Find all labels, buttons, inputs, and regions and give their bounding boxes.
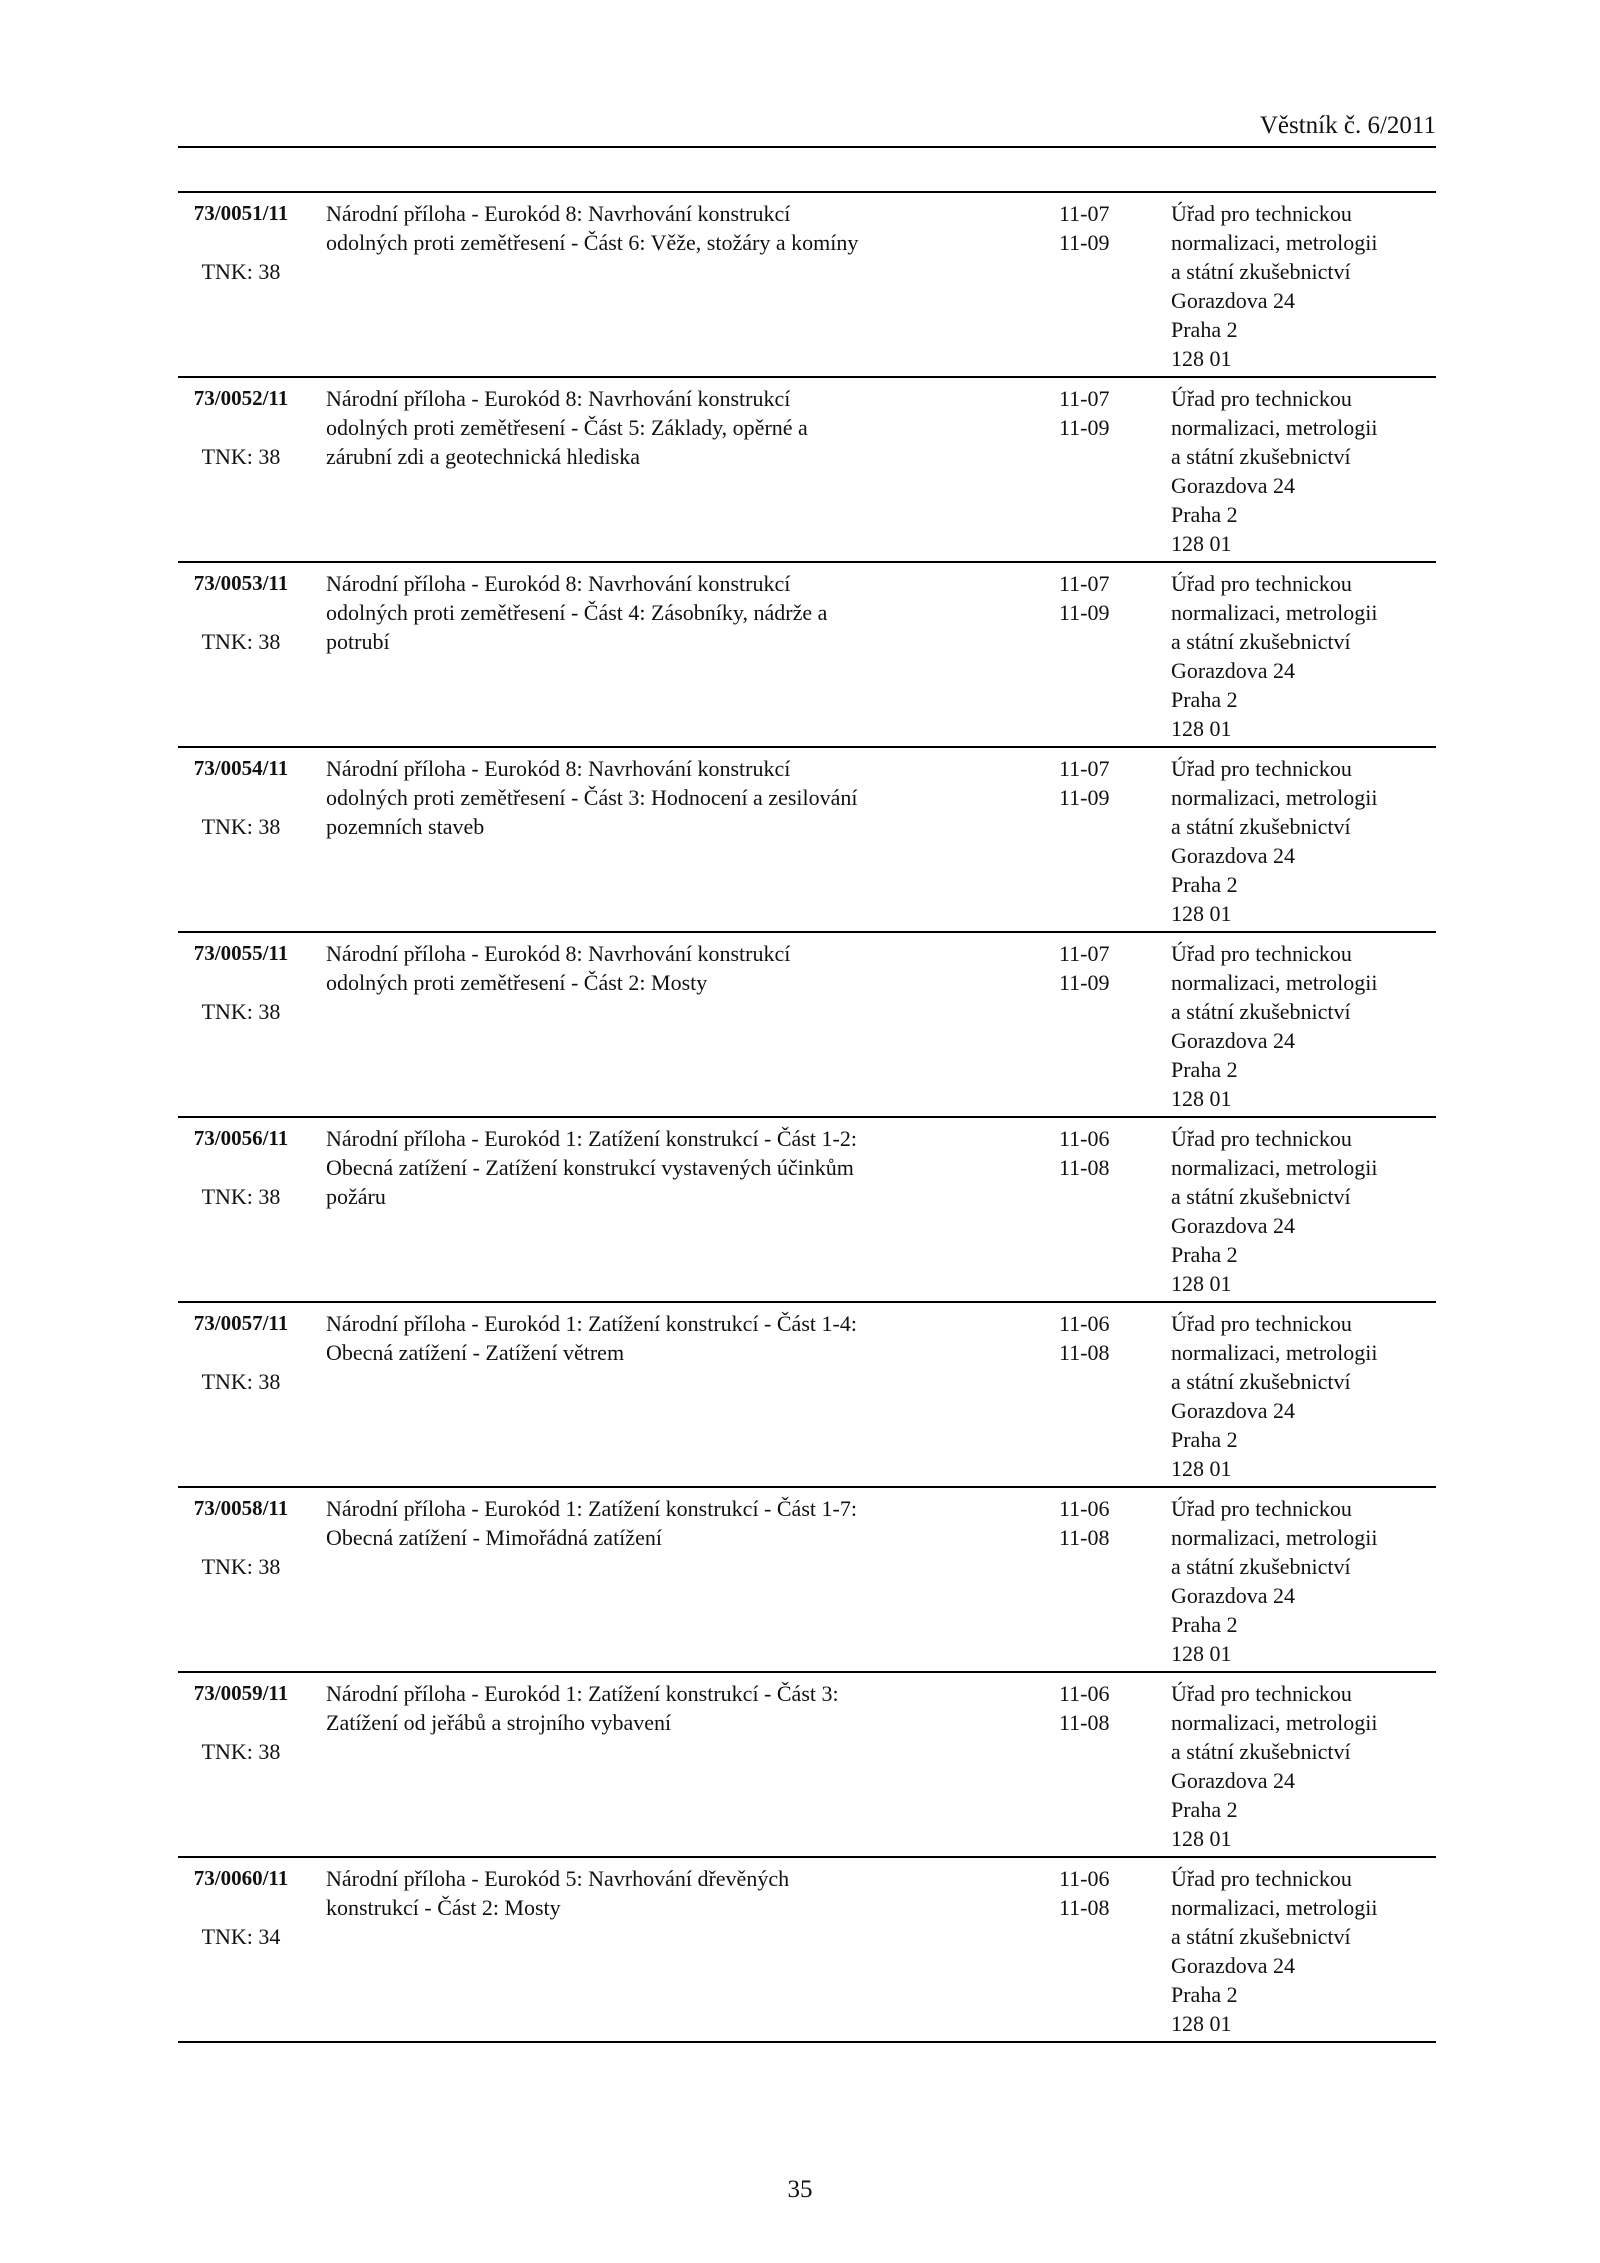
address-cell [1171,1124,1441,1298]
address-line: normalizaci, metrologii [1171,415,1378,440]
date-start: 11-07 [1059,571,1110,596]
code-cell [178,1864,304,1951]
table-row [178,1303,1436,1488]
announcement-table [178,191,1436,2043]
date-start: 11-06 [1059,1681,1110,1706]
table-row [178,1858,1436,2043]
table-row [178,193,1436,378]
date-start: 11-06 [1059,1126,1110,1151]
standard-number: 73/0058/11 [193,1496,289,1520]
address-line: 128 01 [1171,716,1232,741]
standard-title: Národní příloha - Eurokód 8: Navrhování konstrukcí odolných proti zemětřesení - Část 3: Hodnocení a zesilování pozemních staveb [326,756,858,839]
address-line: normalizaci, metrologii [1171,785,1378,810]
address-cell [1171,384,1441,558]
standard-title: Národní příloha - Eurokód 8: Navrhování konstrukcí odolných proti zemětřesení - Část 6: Věže, stožáry a komíny [326,201,859,255]
standard-title: Národní příloha - Eurokód 1: Zatížení konstrukcí - Část 1-4: Obecná zatížení - Zatížení větrem [326,1311,857,1365]
address-line: normalizaci, metrologii [1171,230,1378,255]
standard-title: Národní příloha - Eurokód 1: Zatížení konstrukcí - Část 3: Zatížení od jeřábů a strojního vybavení [326,1681,839,1735]
table-row [178,1488,1436,1673]
standard-number: 73/0057/11 [193,1311,289,1335]
standard-number: 73/0054/11 [193,756,289,780]
address-line: 128 01 [1171,1271,1232,1296]
code-cell [178,199,304,286]
date-end: 11-08 [1059,1895,1110,1920]
page-header [178,110,1436,148]
address-line: Úřad pro technickou [1171,1496,1352,1521]
address-line: normalizaci, metrologii [1171,970,1378,995]
address-line: Gorazdova 24 [1171,1768,1296,1793]
address-line: Gorazdova 24 [1171,1583,1296,1608]
standard-number: 73/0059/11 [193,1681,289,1705]
table-row [178,1673,1436,1858]
address-line: Praha 2 [1171,317,1238,342]
code-cell [178,1679,304,1766]
date-start: 11-06 [1059,1496,1110,1521]
address-cell [1171,1494,1441,1668]
standard-number: 73/0051/11 [193,201,289,225]
dates-cell [1059,384,1139,442]
address-cell [1171,199,1441,373]
address-line: Gorazdova 24 [1171,1213,1296,1238]
date-end: 11-09 [1059,415,1110,440]
address-line: normalizaci, metrologii [1171,1710,1378,1735]
dates-cell [1059,1124,1139,1182]
address-line: a státní zkušebnictví [1171,999,1351,1024]
address-line: a státní zkušebnictví [1171,1369,1351,1394]
standard-title: Národní příloha - Eurokód 1: Zatížení konstrukcí - Část 1-2: Obecná zatížení - Zatížení konstrukcí vystavených účinkům požáru [326,1126,857,1209]
address-line: Gorazdova 24 [1171,473,1296,498]
code-cell [178,1309,304,1396]
address-line: Gorazdova 24 [1171,288,1296,313]
standard-number: 73/0053/11 [193,571,289,595]
tnk-label: TNK: 38 [201,1369,281,1394]
address-line: Úřad pro technickou [1171,756,1352,781]
address-line: Úřad pro technickou [1171,1681,1352,1706]
tnk-label: TNK: 38 [201,259,281,284]
date-end: 11-08 [1059,1710,1110,1735]
standard-number: 73/0060/11 [193,1866,289,1890]
address-line: normalizaci, metrologii [1171,600,1378,625]
address-line: normalizaci, metrologii [1171,1525,1378,1550]
date-start: 11-07 [1059,386,1110,411]
address-cell [1171,1864,1441,2038]
tnk-label: TNK: 38 [201,629,281,654]
standard-title: Národní příloha - Eurokód 8: Navrhování konstrukcí odolných proti zemětřesení - Část 4: Zásobníky, nádrže a potrubí [326,571,828,654]
address-line: Praha 2 [1171,1612,1238,1637]
dates-cell [1059,1494,1139,1552]
address-line: a státní zkušebnictví [1171,629,1351,654]
tnk-label: TNK: 34 [201,1924,281,1949]
code-cell [178,384,304,471]
dates-cell [1059,199,1139,257]
address-line: a státní zkušebnictví [1171,814,1351,839]
table-row [178,563,1436,748]
address-line: Praha 2 [1171,1982,1238,2007]
address-line: Úřad pro technickou [1171,941,1352,966]
code-cell [178,754,304,841]
date-start: 11-07 [1059,201,1110,226]
address-line: Praha 2 [1171,1797,1238,1822]
tnk-label: TNK: 38 [201,814,281,839]
date-end: 11-09 [1059,600,1110,625]
address-line: normalizaci, metrologii [1171,1340,1378,1365]
address-line: Úřad pro technickou [1171,386,1352,411]
date-end: 11-09 [1059,785,1110,810]
address-line: Úřad pro technickou [1171,1866,1352,1891]
address-line: Praha 2 [1171,502,1238,527]
table-row [178,1118,1436,1303]
date-start: 11-07 [1059,756,1110,781]
address-line: Úřad pro technickou [1171,571,1352,596]
date-start: 11-07 [1059,941,1110,966]
address-line: a státní zkušebnictví [1171,259,1351,284]
tnk-label: TNK: 38 [201,999,281,1024]
address-line: normalizaci, metrologii [1171,1155,1378,1180]
address-line: 128 01 [1171,1641,1232,1666]
date-start: 11-06 [1059,1866,1110,1891]
dates-cell [1059,1309,1139,1367]
address-line: Praha 2 [1171,687,1238,712]
tnk-label: TNK: 38 [201,444,281,469]
date-end: 11-08 [1059,1155,1110,1180]
address-line: Úřad pro technickou [1171,1311,1352,1336]
address-line: a státní zkušebnictví [1171,1554,1351,1579]
date-end: 11-08 [1059,1340,1110,1365]
standard-number: 73/0052/11 [193,386,289,410]
page-title: Věstník č. 6/2011 [1259,112,1436,139]
standard-number: 73/0056/11 [193,1126,289,1150]
date-end: 11-09 [1059,970,1110,995]
table-row [178,378,1436,563]
tnk-label: TNK: 38 [201,1184,281,1209]
address-line: 128 01 [1171,1086,1232,1111]
code-cell [178,1494,304,1581]
address-line: Praha 2 [1171,1242,1238,1267]
address-cell [1171,1309,1441,1483]
address-line: a státní zkušebnictví [1171,444,1351,469]
date-start: 11-06 [1059,1311,1110,1336]
standard-title: Národní příloha - Eurokód 1: Zatížení konstrukcí - Část 1-7: Obecná zatížení - Mimořádná zatížení [326,1496,857,1550]
dates-cell [1059,1679,1139,1737]
address-cell [1171,1679,1441,1853]
address-line: a státní zkušebnictví [1171,1924,1351,1949]
address-line: Praha 2 [1171,1427,1238,1452]
tnk-label: TNK: 38 [201,1739,281,1764]
address-line: Gorazdova 24 [1171,1953,1296,1978]
address-line: a státní zkušebnictví [1171,1184,1351,1209]
code-cell [178,569,304,656]
address-line: Praha 2 [1171,872,1238,897]
address-line: Úřad pro technickou [1171,201,1352,226]
standard-title: Národní příloha - Eurokód 5: Navrhování dřevěných konstrukcí - Část 2: Mosty [326,1866,790,1920]
address-line: 128 01 [1171,1456,1232,1481]
table-row [178,933,1436,1118]
address-line: Úřad pro technickou [1171,1126,1352,1151]
address-line: a státní zkušebnictví [1171,1739,1351,1764]
address-line: 128 01 [1171,2011,1232,2036]
address-cell [1171,754,1441,928]
address-line: 128 01 [1171,531,1232,556]
address-line: Gorazdova 24 [1171,658,1296,683]
address-line: Praha 2 [1171,1057,1238,1082]
dates-cell [1059,569,1139,627]
address-line: normalizaci, metrologii [1171,1895,1378,1920]
tnk-label: TNK: 38 [201,1554,281,1579]
table-row [178,748,1436,933]
dates-cell [1059,1864,1139,1922]
standard-title: Národní příloha - Eurokód 8: Navrhování konstrukcí odolných proti zemětřesení - Část 2: Mosty [326,941,791,995]
dates-cell [1059,939,1139,997]
dates-cell [1059,754,1139,812]
date-end: 11-09 [1059,230,1110,255]
code-cell [178,939,304,1026]
address-line: 128 01 [1171,346,1232,371]
date-end: 11-08 [1059,1525,1110,1550]
address-cell [1171,569,1441,743]
address-line: Gorazdova 24 [1171,1398,1296,1423]
address-line: 128 01 [1171,901,1232,926]
address-line: 128 01 [1171,1826,1232,1851]
page-number: 35 [787,2176,813,2203]
code-cell [178,1124,304,1211]
address-line: Gorazdova 24 [1171,1028,1296,1053]
standard-number: 73/0055/11 [193,941,289,965]
standard-title: Národní příloha - Eurokód 8: Navrhování konstrukcí odolných proti zemětřesení - Část 5: Základy, opěrné a zárubní zdi a geotechnická hlediska [326,386,808,469]
address-line: Gorazdova 24 [1171,843,1296,868]
address-cell [1171,939,1441,1113]
